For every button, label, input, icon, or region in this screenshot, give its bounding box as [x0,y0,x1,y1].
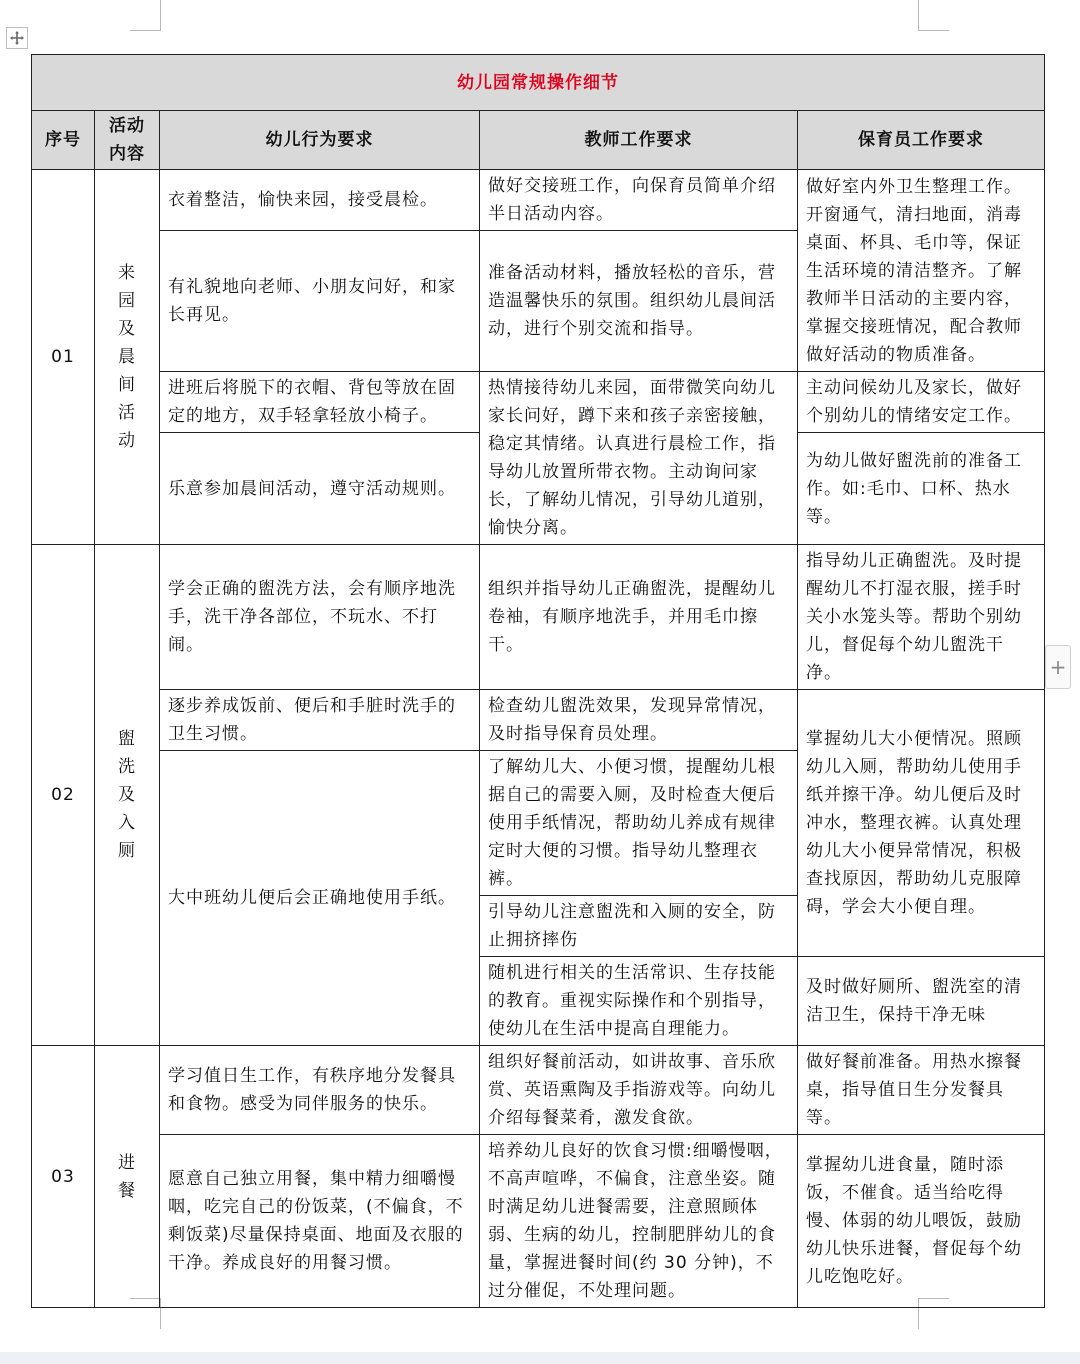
activity-name [95,170,160,545]
activity-char: 活 [118,403,136,423]
activity-char: 动 [118,431,136,451]
nurse-requirement: 掌握幼儿大小便情况。照顾幼儿入厕，帮助幼儿使用手纸并擦干净。幼儿便后及时冲水，整理衣裤。认真处理幼儿大小便异常情况，积极查找原因，帮助幼儿克服障碍，学会大小便自理。 [798,690,1045,957]
section-number: 01 [32,170,95,545]
section-number: 03 [32,1046,95,1308]
teacher-requirement: 了解幼儿大、小便习惯，提醒幼儿根据自己的需要入厕，及时检查大便后使用手纸情况，帮助幼儿养成有规律定时大便的习惯。指导幼儿整理衣裤。 [480,751,798,896]
teacher-requirement: 准备活动材料，播放轻松的音乐，营造温馨快乐的氛围。组织幼儿晨间活动，进行个别交流和指导。 [480,231,798,372]
activity-char: 入 [118,813,136,833]
header-activity: 活动内容 [95,111,160,170]
nurse-requirement: 指导幼儿正确盥洗。及时提醒幼儿不打湿衣服，搓手时关小水笼头等。帮助个别幼儿，督促每个幼儿盥洗干净。 [798,545,1045,690]
header-nurse: 保育员工作要求 [798,111,1045,170]
add-column-button[interactable] [1045,645,1071,689]
activity-name [95,545,160,1046]
teacher-requirement: 组织好餐前活动，如讲故事、音乐欣赏、英语熏陶及手指游戏等。向幼儿介绍每餐菜肴，激发食欲。 [480,1046,798,1135]
table-move-handle[interactable] [6,27,28,49]
teacher-requirement: 热情接待幼儿来园，面带微笑向幼儿家长问好，蹲下来和孩子亲密接触，稳定其情绪。认真进行晨检工作，指导幼儿放置所带衣物。主动询问家长，了解幼儿情况，引导幼儿道别，愉快分离。 [480,372,798,545]
teacher-requirement: 随机进行相关的生活常识、生存技能的教育。重视实际操作和个别指导，使幼儿在生活中提高自理能力。 [480,957,798,1046]
child-requirement: 大中班幼儿便后会正确地使用手纸。 [160,751,480,1046]
child-requirement: 进班后将脱下的衣帽、背包等放在固定的地方，双手轻拿轻放小椅子。 [160,372,480,433]
activity-char: 厕 [118,841,136,861]
move-icon [9,30,25,46]
activity-char: 及 [118,785,136,805]
child-requirement: 愿意自己独立用餐，集中精力细嚼慢咽，吃完自己的份饭菜，(不偏食，不剩饭菜)尽量保持桌面、地面及衣服的干净。养成良好的用餐习惯。 [160,1135,480,1308]
activity-char: 洗 [118,757,136,777]
child-requirement: 衣着整洁，愉快来园，接受晨检。 [160,170,480,231]
nurse-requirement: 主动问候幼儿及家长，做好个别幼儿的情绪安定工作。 [798,372,1045,433]
nurse-requirement: 为幼儿做好盥洗前的准备工作。如:毛巾、口杯、热水等。 [798,433,1045,545]
table-title: 幼儿园常规操作细节 [32,55,1045,111]
routine-table [31,54,1045,1308]
activity-char: 盥 [118,729,136,749]
header-no: 序号 [32,111,95,170]
child-requirement: 学会正确的盥洗方法，会有顺序地洗手，洗干净各部位，不玩水、不打闹。 [160,545,480,690]
teacher-requirement: 检查幼儿盥洗效果，发现异常情况，及时指导保育员处理。 [480,690,798,751]
activity-char: 间 [118,375,136,395]
teacher-requirement: 引导幼儿注意盥洗和入厕的安全，防止拥挤摔伤 [480,896,798,957]
activity-char: 进 [118,1152,136,1173]
crop-mark-top-right [918,0,949,31]
teacher-requirement: 做好交接班工作，向保育员简单介绍半日活动内容。 [480,170,798,231]
section-number: 02 [32,545,95,1046]
nurse-requirement: 做好室内外卫生整理工作。开窗通气，清扫地面，消毒桌面、杯具、毛巾等，保证生活环境的清洁整齐。了解教师半日活动的主要内容，掌握交接班情况，配合教师做好活动的物质准备。 [798,170,1045,372]
nurse-requirement: 掌握幼儿进食量，随时添饭，不催食。适当给吃得慢、体弱的幼儿喂饭，鼓励幼儿快乐进餐，督促每个幼儿吃饱吃好。 [798,1135,1045,1308]
activity-name [95,1046,160,1308]
teacher-requirement: 培养幼儿良好的饮食习惯:细嚼慢咽，不高声喧哗，不偏食，注意坐姿。随时满足幼儿进餐需要，注意照顾体弱、生病的幼儿，控制肥胖幼儿的食量，掌握进餐时间(约 30 分钟)，不过分催促，不处理问题。 [480,1135,798,1308]
header-teacher: 教师工作要求 [480,111,798,170]
plus-icon: + [1049,655,1067,679]
nurse-requirement: 做好餐前准备。用热水擦餐桌，指导值日生分发餐具等。 [798,1046,1045,1135]
activity-char: 餐 [118,1180,136,1201]
activity-char: 晨 [118,347,136,367]
teacher-requirement: 组织并指导幼儿正确盥洗，提醒幼儿卷袖，有顺序地洗手，并用毛巾擦干。 [480,545,798,690]
child-requirement: 学习值日生工作，有秩序地分发餐具和食物。感受为同伴服务的快乐。 [160,1046,480,1135]
child-requirement: 乐意参加晨间活动，遵守活动规则。 [160,433,480,545]
child-requirement: 逐步养成饭前、便后和手脏时洗手的卫生习惯。 [160,690,480,751]
header-child: 幼儿行为要求 [160,111,480,170]
activity-char: 来 [118,263,136,283]
crop-mark-top-left [130,0,161,31]
nurse-requirement: 及时做好厕所、盥洗室的清洁卫生，保持干净无味 [798,957,1045,1046]
activity-char: 园 [118,291,136,311]
child-requirement: 有礼貌地向老师、小朋友问好，和家长再见。 [160,231,480,372]
activity-char: 及 [118,319,136,339]
page-bottom-band [0,1352,1080,1364]
